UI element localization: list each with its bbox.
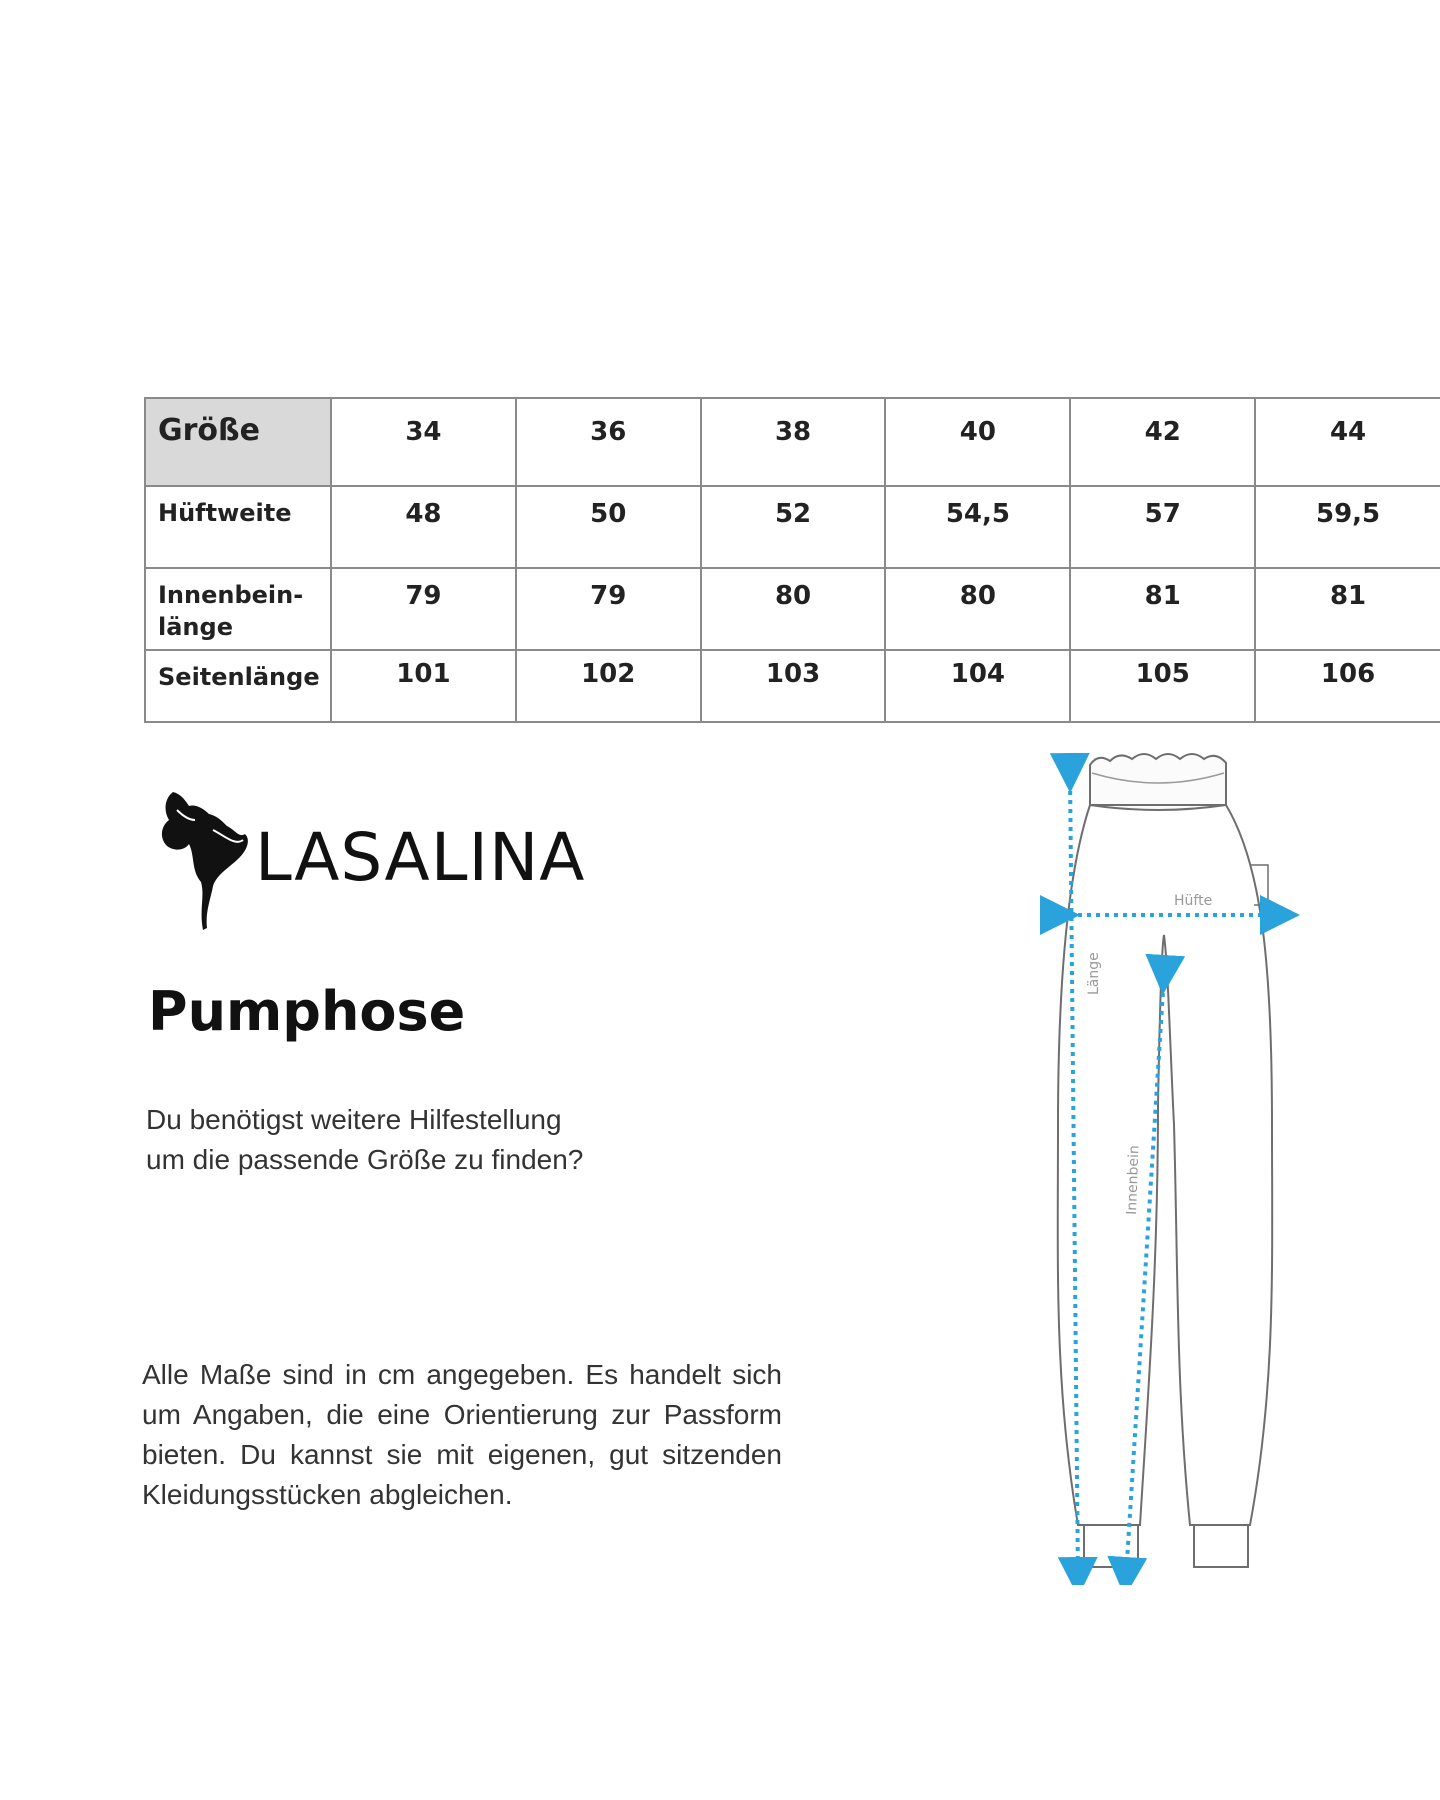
- size-header-cell: 36: [516, 398, 701, 486]
- table-cell: 104: [885, 650, 1070, 722]
- product-title: Pumphose: [148, 980, 466, 1043]
- table-cell: 80: [885, 568, 1070, 650]
- woman-silhouette-icon: [155, 790, 255, 940]
- help-text-line2: um die passende Größe zu finden?: [146, 1144, 584, 1175]
- table-cell: 106: [1255, 650, 1440, 722]
- help-text: [146, 1100, 666, 1180]
- inseam-label: Innenbein: [1124, 1144, 1143, 1216]
- table-row: [145, 486, 1440, 568]
- size-header-cell: 38: [701, 398, 886, 486]
- table-cell: 59,5: [1255, 486, 1440, 568]
- table-cell: 79: [516, 568, 701, 650]
- table-cell: 57: [1070, 486, 1255, 568]
- row-label-inseam-line2: länge: [158, 613, 233, 641]
- table-cell: 48: [331, 486, 516, 568]
- table-cell: 81: [1070, 568, 1255, 650]
- measurement-note: Alle Maße sind in cm angegeben. Es handelt sich um Angaben, die eine Orientierung zur Passform bieten. Du kannst sie mit eigenen, gut sitzenden Kleidungsstücken abgleichen.: [142, 1359, 782, 1510]
- size-header-cell: 34: [331, 398, 516, 486]
- table-row: [145, 650, 1440, 722]
- row-label-inseam-line1: Innenbein-: [158, 581, 304, 609]
- table-cell: 102: [516, 650, 701, 722]
- size-header-label: Größe: [145, 398, 331, 486]
- inseam-measure-line: [1126, 975, 1164, 1577]
- size-header-row: [145, 398, 1440, 486]
- side-length-measure-line: [1070, 773, 1078, 1577]
- table-cell: 80: [701, 568, 886, 650]
- size-header-cell: 40: [885, 398, 1070, 486]
- table-cell: 101: [331, 650, 516, 722]
- hip-label: Hüfte: [1174, 893, 1213, 909]
- pants-left-cuff: [1084, 1525, 1138, 1567]
- row-label-inseam: [145, 568, 331, 650]
- table-row: [145, 568, 1440, 650]
- row-label-side-length: Seitenlänge: [145, 650, 331, 722]
- table-cell: 103: [701, 650, 886, 722]
- table-cell: 50: [516, 486, 701, 568]
- pants-waistband: [1090, 754, 1226, 810]
- row-label-hip: Hüftweite: [145, 486, 331, 568]
- brand-logo: [155, 790, 586, 940]
- table-cell: 105: [1070, 650, 1255, 722]
- table-cell: 54,5: [885, 486, 1070, 568]
- help-text-line1: Du benötigst weitere Hilfestellung: [146, 1104, 562, 1135]
- length-label: Länge: [1086, 952, 1102, 995]
- pants-right-cuff: [1194, 1525, 1248, 1567]
- size-header-cell: 42: [1070, 398, 1255, 486]
- pants-measurement-illustration: [1040, 745, 1320, 1585]
- brand-name: LASALINA: [255, 819, 586, 896]
- table-cell: 52: [701, 486, 886, 568]
- table-cell: 81: [1255, 568, 1440, 650]
- size-header-cell: 44: [1255, 398, 1440, 486]
- size-table: [144, 397, 1440, 723]
- table-cell: 79: [331, 568, 516, 650]
